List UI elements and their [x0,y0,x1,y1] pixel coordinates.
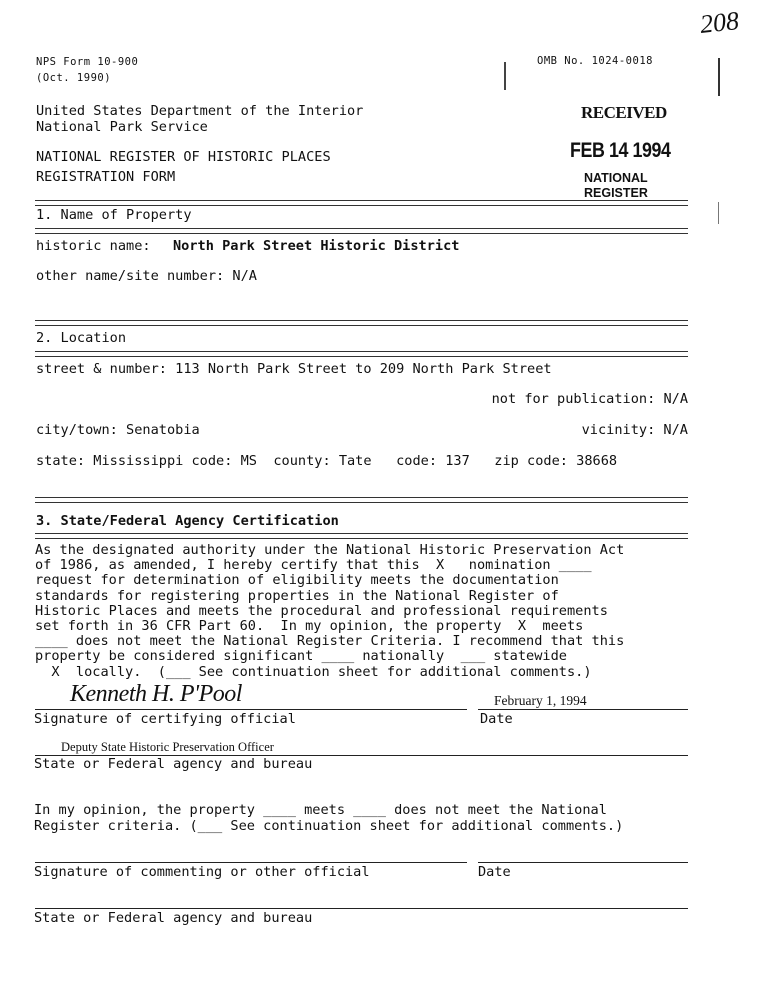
signature-label: Signature of certifying official [34,711,296,727]
page-number: 208 [698,6,741,39]
vicinity: vicinity: N/A [581,422,688,438]
commenting-date-line [478,862,688,863]
section-1-heading: 1. Name of Property [36,207,192,223]
signature-date-value: February 1, 1994 [494,693,587,708]
certification-line: property be considered significant ____ nationally ___ statewide [35,648,567,665]
city-town: city/town: Senatobia [36,422,200,438]
certification-statement [35,543,690,680]
certification-line: standards for registering properties in the National Register of [35,587,559,604]
section-divider [35,320,688,326]
scan-mark [718,202,719,224]
form-id: NPS Form 10-900 [36,56,139,68]
other-name: other name/site number: N/A [36,268,257,284]
opinion-line-1: In my opinion, the property ____ meets ____ does not meet the National [34,802,607,818]
section-3-heading: 3. State/Federal Agency Certification [36,513,339,529]
not-for-publication: not for publication: N/A [491,391,688,407]
section-divider [35,351,688,357]
handwritten-signature: Kenneth H. P'Pool [70,681,242,707]
historic-name-label: historic name: [36,238,151,254]
date-line [478,709,688,710]
stamp-received: RECEIVED [581,103,667,122]
certification-line: Historic Places and meets the procedural and professional requirements [35,602,608,619]
section-divider [35,533,688,539]
signature-line [35,709,467,710]
agency-line-1: United States Department of the Interior [36,103,364,119]
historic-name-value: North Park Street Historic District [173,238,460,254]
commenting-agency-line [35,908,688,909]
stamp-date: FEB 14 1994 [570,139,671,162]
form-date: (Oct. 1990) [36,72,112,84]
section-divider [35,228,688,234]
commenting-signature-line [35,862,467,863]
certification-line: set forth in 36 CFR Part 60. In my opinion, the property X meets [35,618,584,635]
commenting-agency-label: State or Federal agency and bureau [34,910,313,926]
section-divider [35,497,688,503]
omb-number: OMB No. 1024-0018 [537,55,653,67]
agency-bureau-label: State or Federal agency and bureau [34,756,313,772]
certification-line: X locally. (___ See continuation sheet for additional comments.) [35,663,592,680]
opinion-line-2: Register criteria. (___ See continuation sheet for additional comments.) [34,818,624,834]
certification-line: of 1986, as amended, I hereby certify that this X nomination ____ [35,557,592,574]
state-county-zip: state: Mississippi code: MS county: Tate code: 137 zip code: 38668 [36,453,618,469]
section-2-heading: 2. Location [36,330,127,346]
scan-mark [504,62,506,90]
stamp-line-2: REGISTER [584,186,648,200]
section-divider [35,200,688,206]
date-label: Date [480,711,513,727]
form-title-2: REGISTRATION FORM [36,169,176,185]
certification-line: ____ does not meet the National Register Criteria. I recommend that this [35,633,625,650]
commenting-signature-label: Signature of commenting or other official [34,864,370,880]
certification-line: request for determination of eligibility meets the documentation [35,572,559,589]
certification-line: As the designated authority under the National Historic Preservation Act [35,542,625,558]
agency-line-2: National Park Service [36,119,208,135]
stamp-line-1: NATIONAL [584,171,648,185]
commenting-date-label: Date [478,864,511,880]
scan-mark [718,58,720,96]
form-title-1: NATIONAL REGISTER OF HISTORIC PLACES [36,149,331,165]
official-title: Deputy State Historic Preservation Officer [61,740,274,754]
street-number: street & number: 113 North Park Street to 209 North Park Street [36,361,552,377]
